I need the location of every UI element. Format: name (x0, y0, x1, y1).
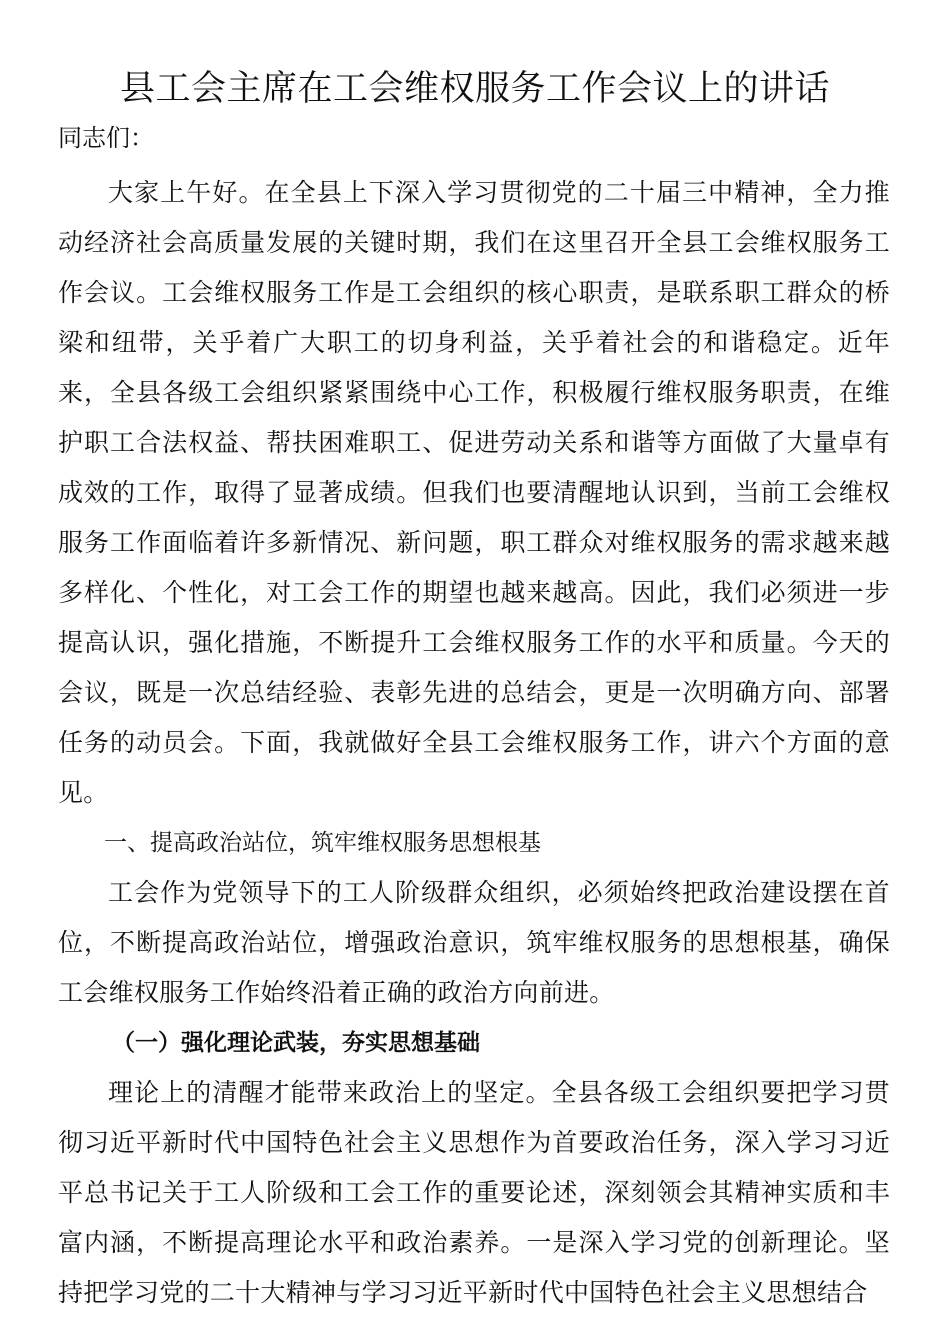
section-1-paragraph: 工会作为党领导下的工人阶级群众组织，必须始终把政治建设摆在首位，不断提高政治站位，增强政治意识，筑牢维权服务的思想根基，确保工会维权服务工作始终沿着正确的政治方向前进。 (58, 878, 890, 1007)
subsection-1-heading: （一）强化理论武装，夯实思想基础 (112, 1030, 480, 1056)
document-body (58, 168, 890, 1318)
document-title: 县工会主席在工会维权服务工作会议上的讲话 (119, 69, 830, 109)
salutation: 同志们： (58, 124, 154, 152)
subsection-1-paragraph: 理论上的清醒才能带来政治上的坚定。全县各级工会组织要把学习贯彻习近平新时代中国特色社会主义思想作为首要政治任务，深入学习习近平总书记关于工人阶级和工会工作的重要论述，深刻领会其精神实质和丰富内涵，不断提高理论水平和政治素养。一是深入学习党的创新理论。坚持把学习党的二十大精神与学习习近平新时代中国特色社会主义思想结合 (58, 1078, 890, 1307)
section-1-heading: 一、提高政治站位，筑牢维权服务思想根基 (104, 830, 541, 856)
intro-paragraph: 大家上午好。在全县上下深入学习贯彻党的二十届三中精神，全力推动经济社会高质量发展的关键时期，我们在这里召开全县工会维权服务工作会议。工会维权服务工作是工会组织的核心职责，是联系职工群众的桥梁和纽带，关乎着广大职工的切身利益，关乎着社会的和谐稳定。近年来，全县各级工会组织紧紧围绕中心工作，积极履行维权服务职责，在维护职工合法权益、帮扶困难职工、促进劳动关系和谐等方面做了大量卓有成效的工作，取得了显著成绩。但我们也要清醒地认识到，当前工会维权服务工作面临着许多新情况、新问题，职工群众对维权服务的需求越来越多样化、个性化，对工会工作的期望也越来越高。因此，我们必须进一步提高认识，强化措施，不断提升工会维权服务工作的水平和质量。今天的会议，既是一次总结经验、表彰先进的总结会，更是一次明确方向、部署任务的动员会。下面，我就做好全县工会维权服务工作，讲六个方面的意见。 (58, 178, 890, 807)
